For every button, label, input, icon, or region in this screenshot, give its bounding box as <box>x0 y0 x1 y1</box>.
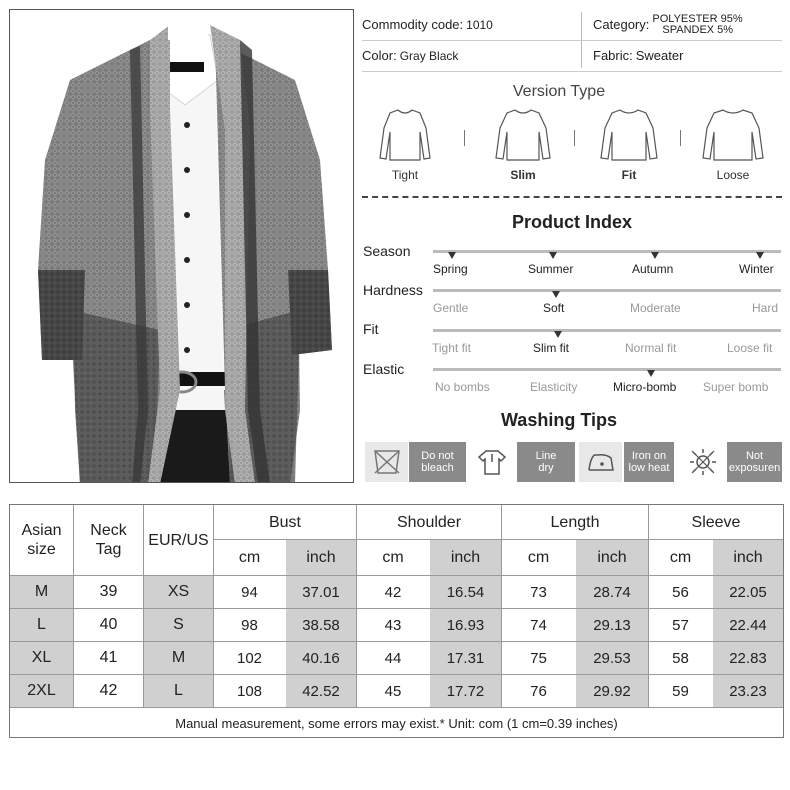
version-type-options <box>362 104 756 186</box>
category-label: Category: <box>593 17 650 32</box>
no-bleach-text <box>409 442 466 482</box>
hardness-option-hard: Hard <box>752 301 779 315</box>
grid-line <box>214 539 783 540</box>
cell-eur-us: M <box>144 642 213 674</box>
cell-inch-value: 22.83 <box>713 642 783 674</box>
header-shoulder: Shoulder <box>396 513 462 531</box>
no-bleach-text-2: bleach <box>421 462 454 474</box>
version-separator <box>464 130 465 146</box>
info-divider-middle <box>362 40 782 41</box>
fabric <box>593 40 683 71</box>
category-value-line-1: POLYESTER 95% <box>652 12 743 25</box>
season-option-winter: Winter <box>739 262 774 276</box>
cell-cm-value: 58 <box>672 649 689 667</box>
header-neck-tag-line-1: Neck <box>90 522 127 539</box>
version-fit-label: Fit <box>621 168 637 182</box>
cell-inch-value: 40.16 <box>286 642 356 674</box>
cell-eur-us: XS <box>144 576 213 608</box>
cell-inch-value: 17.72 <box>430 675 501 707</box>
product-photo <box>9 9 354 483</box>
grid-line <box>143 505 144 707</box>
grid-line <box>356 505 357 707</box>
hardness-option-gentle: Gentle <box>433 301 469 315</box>
line-dry-icon <box>470 442 513 482</box>
cell-cm-value: 73 <box>530 583 547 601</box>
product-info-grid <box>362 9 782 71</box>
iron-low-heat-text <box>624 442 674 482</box>
season-marker-autumn <box>651 252 659 259</box>
unit-cm: cm <box>527 548 550 566</box>
version-separator <box>680 130 681 146</box>
cell-cm-value: 98 <box>241 616 258 634</box>
cell-neck-tag: 40 <box>99 616 118 633</box>
unit-cm: cm <box>238 548 261 566</box>
category <box>593 9 743 40</box>
color-value: Gray Black <box>399 48 459 63</box>
commodity-code-label: Commodity code: <box>362 17 464 32</box>
header-sleeve: Sleeve <box>691 513 741 531</box>
line-dry-text <box>517 442 575 482</box>
fit-marker <box>554 331 562 338</box>
cell-inch-value: 17.31 <box>430 642 501 674</box>
header-asian-size-line-2: size <box>27 541 56 558</box>
grid-line <box>648 505 649 707</box>
fit-option-loose: Loose fit <box>727 341 773 355</box>
cell-cm-value: 102 <box>236 649 263 667</box>
version-tight <box>370 104 440 182</box>
iron-low-heat-text-1: Iron on <box>631 450 667 462</box>
cell-inch-value: 22.05 <box>713 576 783 608</box>
cell-cm-value: 76 <box>530 682 547 700</box>
version-loose-label: Loose <box>716 168 750 182</box>
header-neck-tag <box>74 505 143 575</box>
cell-inch-value: 29.13 <box>576 609 648 641</box>
slim-shirt-icon <box>492 104 554 164</box>
version-tight-label: Tight <box>391 168 419 182</box>
iron-low-heat-text-2: low heat <box>628 462 670 474</box>
unit-inch: inch <box>430 540 501 575</box>
measurement-note: Manual measurement, some errors may exist.* Unit: com (1 cm=0.39 inches) <box>175 715 618 731</box>
season-marker-summer <box>549 252 557 259</box>
cell-inch-value: 29.53 <box>576 642 648 674</box>
cell-cm-value: 75 <box>530 649 547 667</box>
cell-cm-value: 43 <box>384 616 402 634</box>
elastic-marker <box>647 370 655 377</box>
elastic-option-elasticity: Elasticity <box>530 380 578 394</box>
season-option-spring: Spring <box>433 262 468 276</box>
cell-cm-value: 108 <box>236 682 263 700</box>
no-sun-exposure-text <box>727 442 782 482</box>
unit-inch: inch <box>576 540 648 575</box>
line-dry-text-2: dry <box>538 462 554 474</box>
grid-line <box>10 674 783 675</box>
color-label: Color: <box>362 48 397 63</box>
index-season-track <box>433 250 781 253</box>
fabric-label: Fabric: <box>593 48 633 63</box>
index-fit-label: Fit <box>363 321 379 337</box>
info-divider-bottom <box>362 71 782 72</box>
fabric-value: Sweater <box>635 48 684 63</box>
index-hardness-track <box>433 289 781 292</box>
cell-inch-value: 38.58 <box>286 609 356 641</box>
index-fit-track <box>433 329 781 332</box>
cell-cm-value: 57 <box>672 616 689 634</box>
cell-cm-value: 56 <box>672 583 689 601</box>
season-marker-spring <box>448 252 456 259</box>
elastic-option-no-bombs: No bombs <box>435 380 490 394</box>
season-marker-winter <box>756 252 764 259</box>
no-sun-exposure-text-2: exposuren <box>728 462 781 474</box>
unit-cm: cm <box>382 548 404 566</box>
no-sun-exposure-icon <box>681 442 724 482</box>
hardness-option-soft: Soft <box>543 301 565 315</box>
unit-inch: inch <box>713 540 783 575</box>
iron-low-heat-icon <box>579 442 622 482</box>
version-slim <box>488 104 558 182</box>
grid-line <box>213 505 214 707</box>
fit-option-tight: Tight fit <box>432 341 471 355</box>
tight-shirt-icon <box>374 104 436 164</box>
index-elastic-label: Elastic <box>363 361 405 377</box>
unit-cm: cm <box>669 548 692 566</box>
category-value <box>652 14 742 36</box>
index-elastic-track <box>433 368 781 371</box>
cell-inch-value: 37.01 <box>286 576 356 608</box>
line-dry-text-1: Line <box>535 450 557 462</box>
header-bust: Bust <box>268 513 301 531</box>
washing-tips-title: Washing Tips <box>500 410 617 430</box>
cell-inch-value: 28.74 <box>576 576 648 608</box>
cell-cm-value: 59 <box>672 682 689 700</box>
cell-cm-value: 42 <box>384 583 402 601</box>
cell-asian-size: M <box>10 576 73 608</box>
season-option-autumn: Autumn <box>632 262 674 276</box>
hardness-option-moderate: Moderate <box>630 301 681 315</box>
cell-inch-value: 16.54 <box>430 576 501 608</box>
header-eur-us: EUR/US <box>148 531 209 549</box>
loose-shirt-icon <box>702 104 764 164</box>
size-table <box>9 504 784 738</box>
cell-neck-tag: 42 <box>99 682 118 699</box>
version-fit <box>594 104 664 182</box>
commodity-code-value: 1010 <box>466 17 493 32</box>
grid-line <box>501 505 502 707</box>
cell-cm-value: 44 <box>384 649 402 667</box>
cell-inch-value: 42.52 <box>286 675 356 707</box>
version-type-title: Version Type <box>512 83 606 100</box>
grid-line <box>10 641 783 642</box>
cell-neck-tag: 39 <box>99 583 118 600</box>
cell-eur-us: L <box>144 675 213 707</box>
dashed-divider <box>362 196 782 198</box>
version-separator <box>574 130 575 146</box>
cell-inch-value: 22.44 <box>713 609 783 641</box>
category-value-line-2: SPANDEX 5% <box>662 23 734 36</box>
cell-inch-value: 29.92 <box>576 675 648 707</box>
cell-asian-size: 2XL <box>10 675 73 707</box>
cell-inch-value: 23.23 <box>713 675 783 707</box>
elastic-option-super-bomb: Super bomb <box>703 380 769 394</box>
commodity-code <box>362 9 493 40</box>
header-asian-size-line-1: Asian <box>21 522 62 539</box>
no-sun-exposure-text-1: Not <box>745 450 764 462</box>
fit-shirt-icon <box>598 104 660 164</box>
header-neck-tag-line-2: Tag <box>95 541 122 558</box>
color <box>362 40 458 71</box>
version-slim-label: Slim <box>510 168 536 182</box>
hardness-marker <box>552 291 560 298</box>
cell-inch-value: 16.93 <box>430 609 501 641</box>
header-length: Length <box>550 513 600 531</box>
header-asian-size <box>10 505 73 575</box>
no-bleach-text-1: Do not <box>421 450 454 462</box>
product-index-title: Product Index <box>511 212 632 232</box>
fit-option-normal: Normal fit <box>625 341 677 355</box>
version-loose <box>698 104 768 182</box>
cardigan-illustration <box>10 10 354 483</box>
elastic-option-micro-bomb: Micro-bomb <box>613 380 677 394</box>
cell-asian-size: XL <box>10 642 73 674</box>
fit-option-slim: Slim fit <box>533 341 569 355</box>
washing-tips <box>365 442 782 482</box>
grid-line <box>73 505 74 707</box>
season-option-summer: Summer <box>528 262 574 276</box>
cell-asian-size: L <box>10 609 73 641</box>
index-season-label: Season <box>363 243 411 259</box>
cell-eur-us: S <box>144 609 213 641</box>
cell-cm-value: 45 <box>384 682 402 700</box>
unit-inch: inch <box>286 540 356 575</box>
index-hardness-label: Hardness <box>363 282 423 298</box>
grid-line <box>10 608 783 609</box>
cell-cm-value: 94 <box>241 583 258 601</box>
no-bleach-icon <box>365 442 408 482</box>
cell-neck-tag: 41 <box>99 649 118 666</box>
grid-line <box>10 575 783 576</box>
cell-cm-value: 74 <box>530 616 547 634</box>
